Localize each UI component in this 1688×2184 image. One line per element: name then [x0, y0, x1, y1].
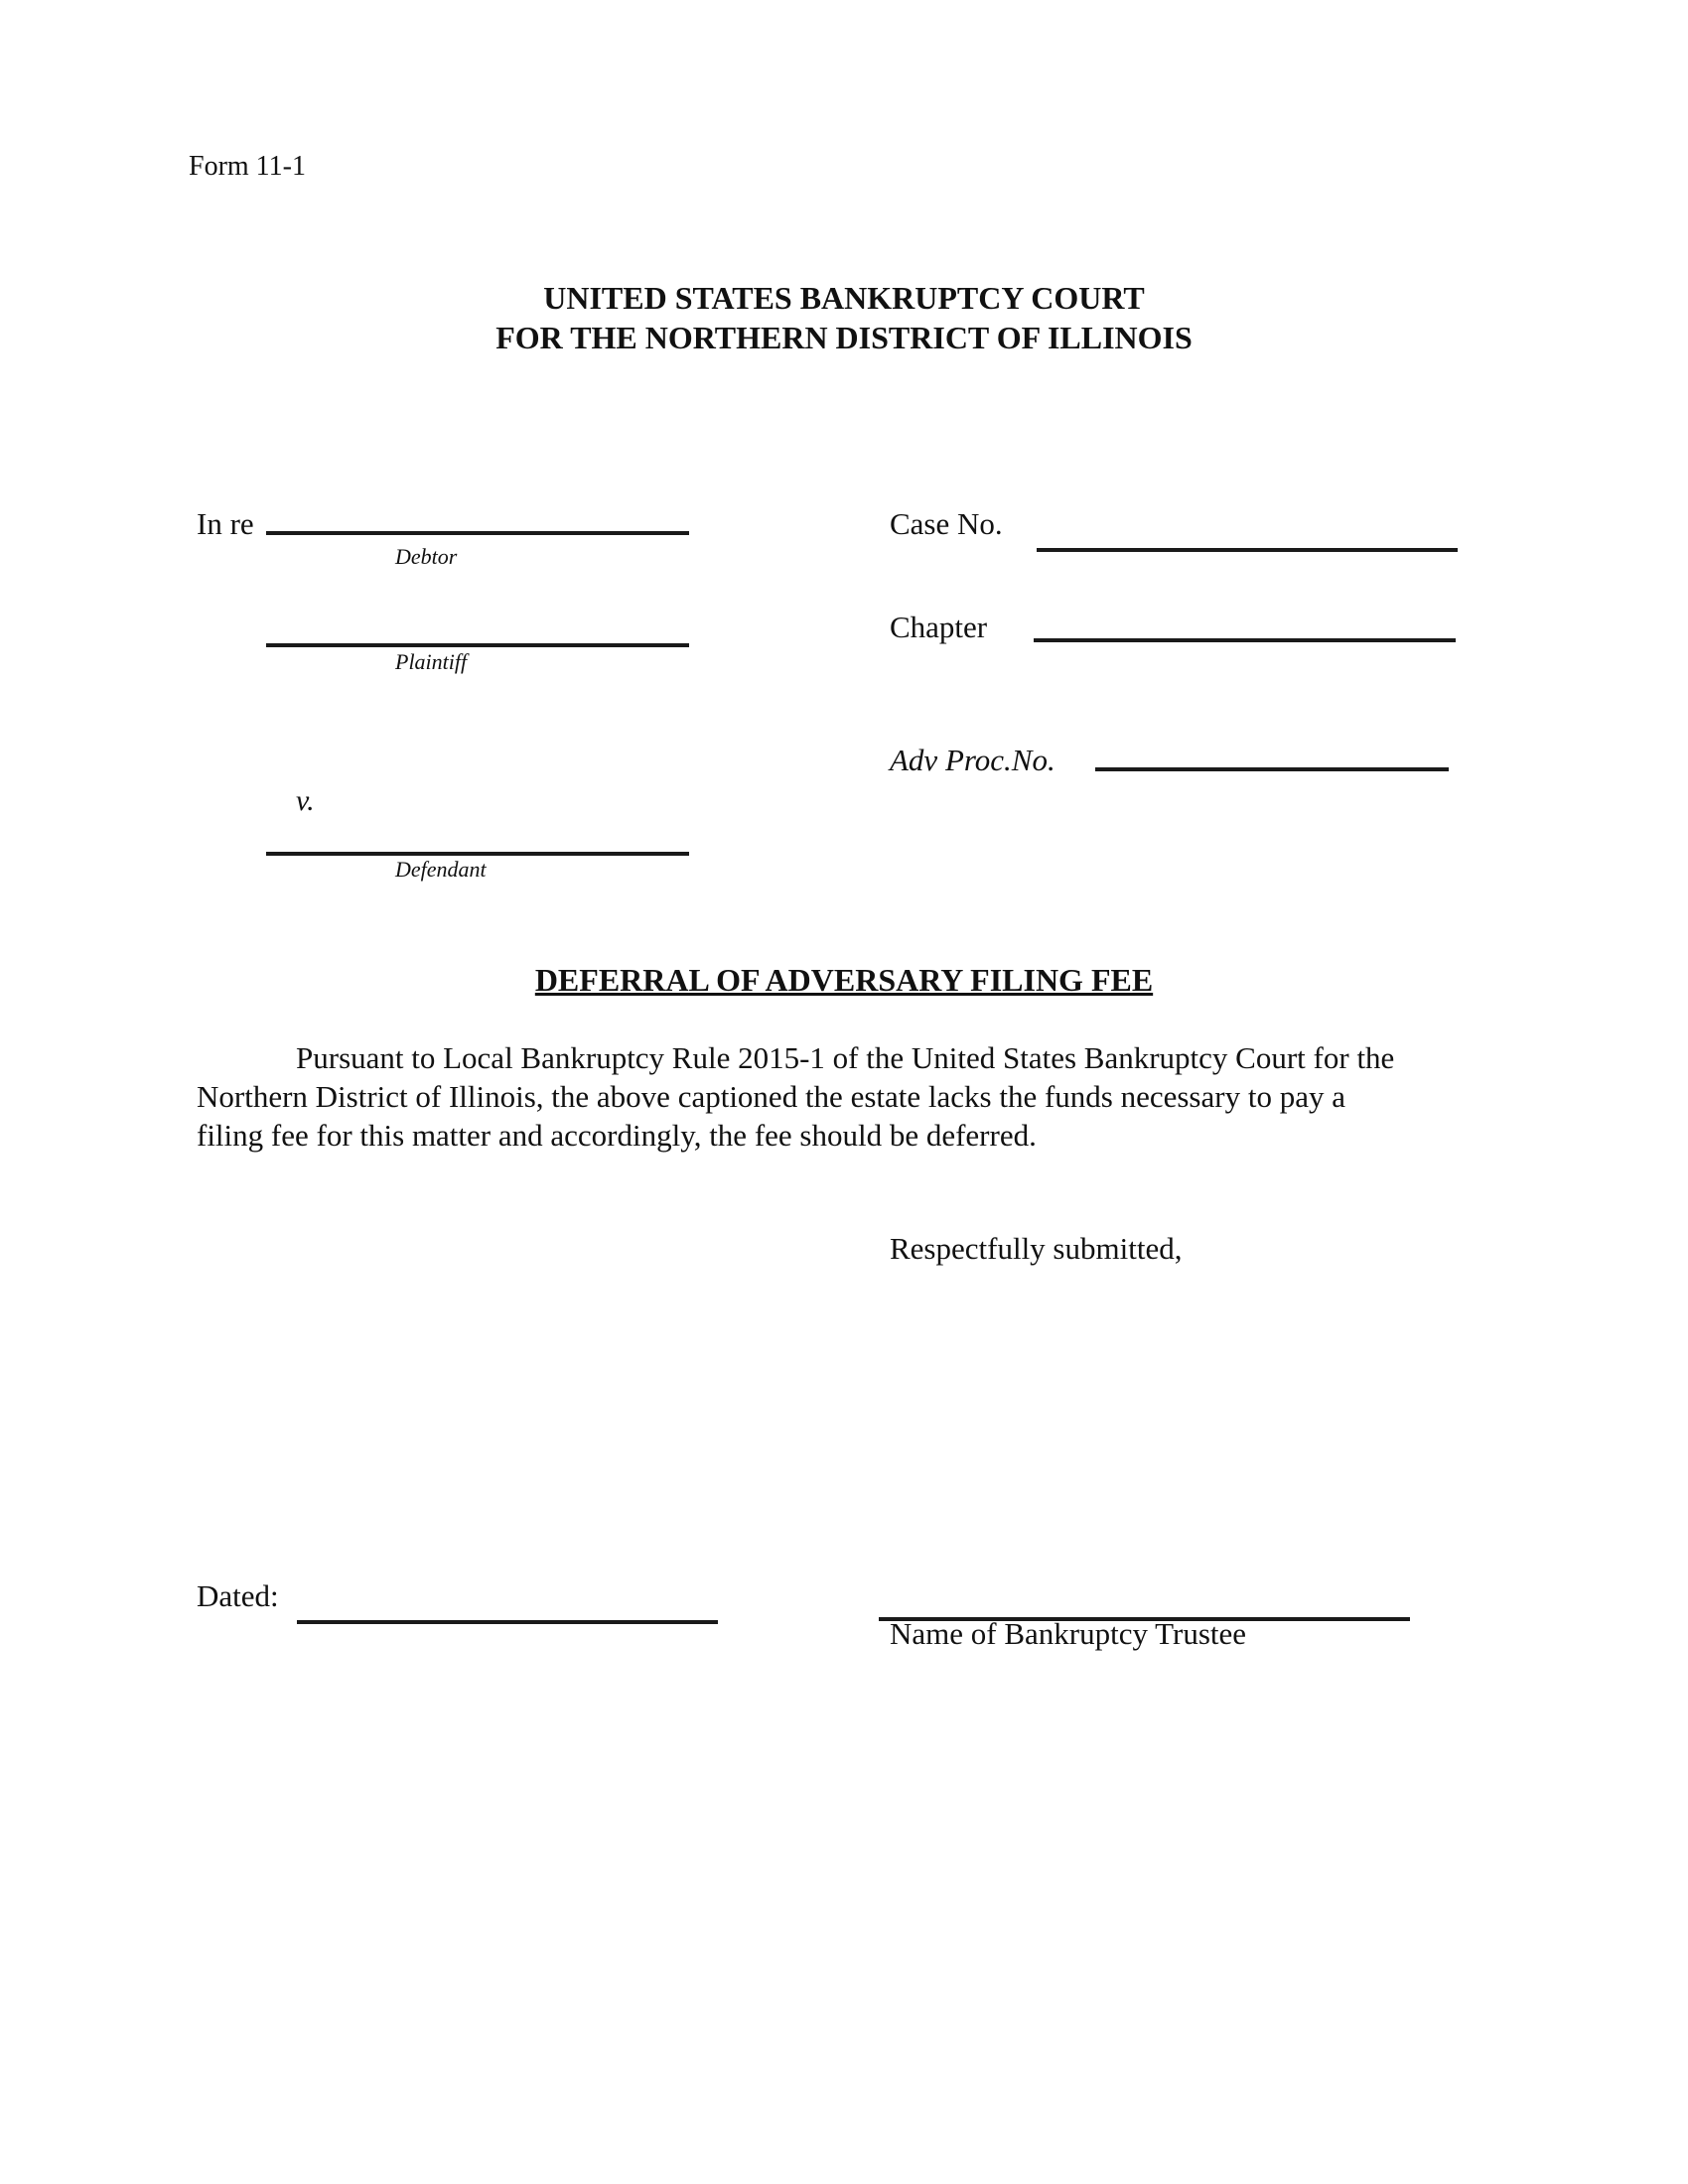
chapter-field[interactable] — [1034, 638, 1456, 642]
chapter-label: Chapter — [890, 610, 988, 644]
court-title-line-2: FOR THE NORTHERN DISTRICT OF ILLINOIS — [495, 320, 1193, 355]
body-paragraph-line-2: Northern District of Illinois, the above captioned the estate lacks the funds necessary to pay a — [197, 1079, 1345, 1114]
court-title — [0, 278, 1688, 357]
plaintiff-name-field[interactable] — [266, 643, 689, 647]
plaintiff-caption: Plaintiff — [395, 649, 468, 674]
trustee-name-caption: Name of Bankruptcy Trustee — [890, 1616, 1247, 1651]
in-re-label: In re — [197, 506, 254, 541]
document-heading: DEFERRAL OF ADVERSARY FILING FEE — [534, 962, 1154, 998]
body-paragraph-line-1: Pursuant to Local Bankruptcy Rule 2015-1 of the United States Bankruptcy Court for the — [296, 1040, 1395, 1075]
case-no-field[interactable] — [1037, 548, 1458, 552]
form-number: Form 11-1 — [189, 151, 306, 182]
dated-label: Dated: — [197, 1578, 279, 1613]
date-field[interactable] — [297, 1620, 718, 1624]
versus-label: v. — [296, 784, 315, 817]
body-paragraph — [197, 1038, 1507, 1155]
court-title-line-1: UNITED STATES BANKRUPTCY COURT — [543, 280, 1145, 316]
case-no-label: Case No. — [890, 506, 1003, 541]
closing-text: Respectfully submitted, — [890, 1231, 1183, 1266]
defendant-name-field[interactable] — [266, 852, 689, 856]
adv-proc-no-label: Adv Proc.No. — [890, 743, 1055, 777]
body-paragraph-line-3: filing fee for this matter and accordingly, the fee should be deferred. — [197, 1118, 1037, 1153]
defendant-caption: Defendant — [395, 857, 487, 882]
debtor-caption: Debtor — [395, 544, 458, 569]
debtor-name-field[interactable] — [266, 531, 689, 535]
adv-proc-no-field[interactable] — [1095, 767, 1449, 771]
